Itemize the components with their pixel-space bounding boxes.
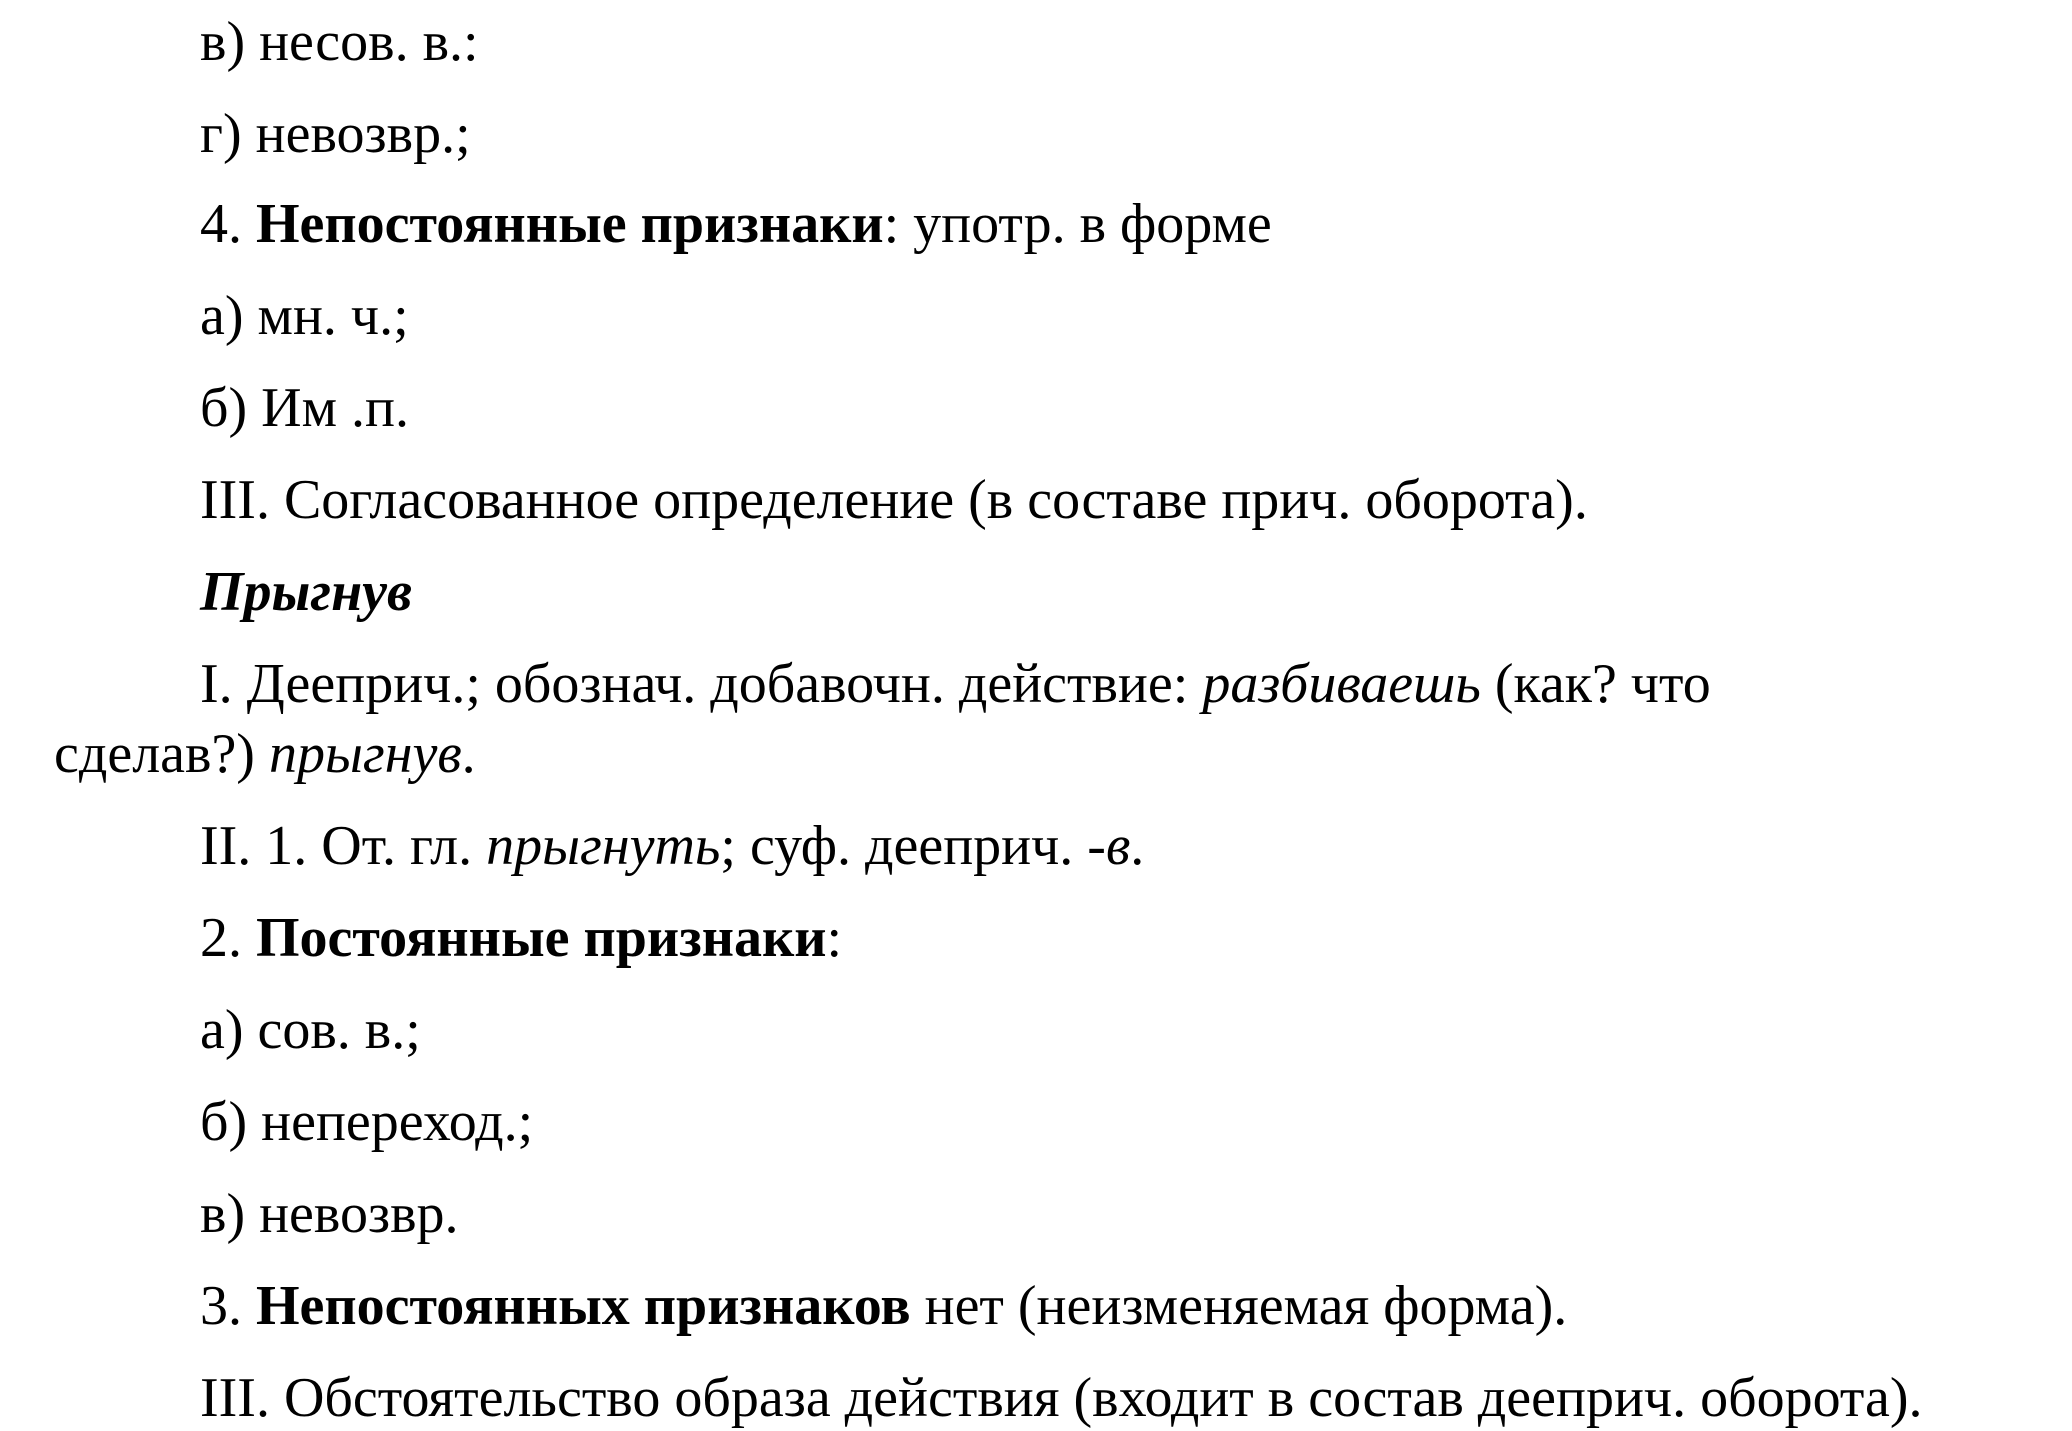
- line-item-postoyannye-priznaki: [200, 907, 843, 969]
- line-text: б) Им .п.: [200, 377, 409, 439]
- line-text: II. 1. От. гл.: [200, 815, 487, 877]
- line-item-v-nesov: [200, 11, 479, 73]
- line-text: ; суф. дееприч. -: [720, 815, 1106, 877]
- line-text: III. Обстоятельство образа действия (входит в состав дееприч. оборота).: [200, 1367, 1923, 1429]
- section-heading-prygnuv: [200, 561, 413, 623]
- line-text: а) сов. в.;: [200, 999, 421, 1061]
- bold-term: Непостоянных признаков: [256, 1275, 911, 1337]
- line-text: I. Дееприч.; обознач. добавочн. действие:: [200, 653, 1203, 715]
- line-text: III. Согласованное определение (в составе прич. оборота).: [200, 469, 1588, 531]
- line-item-v-nevozvr: [200, 1183, 459, 1245]
- line-item-deeprich: [200, 653, 1711, 715]
- line-text: .: [1130, 815, 1145, 877]
- line-text: в) невозвр.: [200, 1183, 459, 1245]
- italic-word: разбиваешь: [1202, 653, 1481, 715]
- line-item-nepostoyannykh-priznakov: [200, 1275, 1568, 1337]
- italic-suffix: в: [1105, 815, 1131, 877]
- line-item-g-nevozvr: [200, 103, 471, 165]
- italic-word: прыгнув: [268, 723, 462, 785]
- bold-term: Непостоянные признаки: [256, 193, 884, 255]
- item-number: 2.: [200, 907, 256, 969]
- line-text: (как? что: [1480, 653, 1711, 715]
- line-text: : употр. в форме: [883, 193, 1272, 255]
- line-item-nepostoyannye-priznaki: [200, 193, 1272, 255]
- line-text: нет (неизменяемая форма).: [910, 1275, 1568, 1337]
- line-item-soglasovannoe-opredelenie: [200, 469, 1588, 531]
- item-number: 4.: [200, 193, 256, 255]
- line-text: б) непереход.;: [200, 1091, 534, 1153]
- line-item-sdelav: [54, 723, 476, 785]
- line-item-ot-gl: [200, 815, 1145, 877]
- section-heading: Прыгнув: [200, 561, 413, 623]
- italic-word: прыгнуть: [486, 815, 721, 877]
- line-text: .: [461, 723, 476, 785]
- line-item-b-im-p: [200, 377, 409, 439]
- line-item-obstoyatelstvo: [200, 1367, 1923, 1429]
- bold-term: Постоянные признаки: [256, 907, 827, 969]
- line-item-a-sov-v: [200, 999, 421, 1061]
- item-number: 3.: [200, 1275, 256, 1337]
- line-text: в) несов. в.:: [200, 11, 479, 73]
- line-text: :: [826, 907, 843, 969]
- line-text: г) невозвр.;: [200, 103, 471, 165]
- line-text: сделав?): [54, 723, 269, 785]
- line-item-a-mn-ch: [200, 285, 409, 347]
- line-item-b-neperekhod: [200, 1091, 534, 1153]
- line-text: а) мн. ч.;: [200, 285, 409, 347]
